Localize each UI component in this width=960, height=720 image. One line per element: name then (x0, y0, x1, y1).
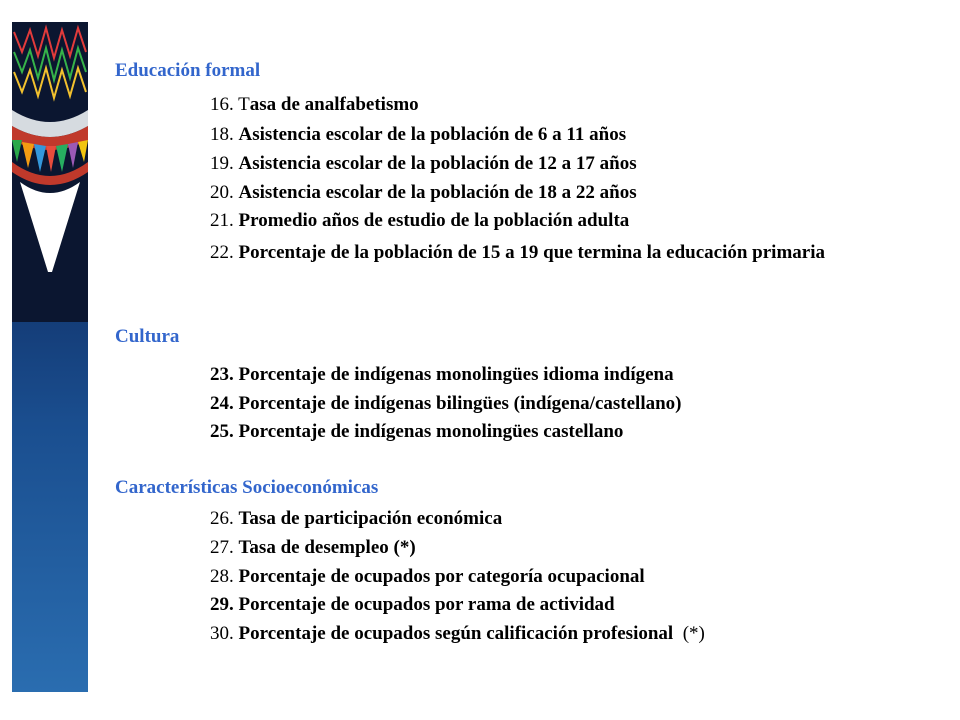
list-item: 26. Tasa de participación económica (210, 508, 503, 529)
list-item: 25. Porcentaje de indígenas monolingües castellano (210, 421, 624, 442)
list-item: 18. Asistencia escolar de la población de 6 a 11 años (210, 124, 627, 145)
list-item: 19. Asistencia escolar de la población de 12 a 17 años (210, 153, 637, 174)
section-heading-cultura: Cultura (115, 326, 180, 347)
list-item: 29. Porcentaje de ocupados por rama de actividad (210, 594, 615, 615)
list-item: 16. Tasa de analfabetismo (210, 94, 419, 115)
list-item: 21. Promedio años de estudio de la población adulta (210, 210, 630, 231)
tribal-mask-icon (12, 22, 88, 322)
list-item: 23. Porcentaje de indígenas monolingües idioma indígena (210, 364, 674, 385)
list-item: 27. Tasa de desempleo (*) (210, 537, 416, 558)
list-item: 24. Porcentaje de indígenas bilingües (indígena/castellano) (210, 393, 682, 414)
section-heading-educacion: Educación formal (115, 60, 261, 81)
section-heading-socioeconomicas: Características Socioeconómicas (115, 477, 379, 498)
list-item: 28. Porcentaje de ocupados por categoría ocupacional (210, 566, 645, 587)
list-item: 22. Porcentaje de la población de 15 a 19 que termina la educación primaria (210, 242, 825, 263)
list-item: 30. Porcentaje de ocupados según calificación profesional (*) (210, 623, 705, 644)
list-item: 20. Asistencia escolar de la población de 18 a 22 años (210, 182, 637, 203)
decorative-sidebar (12, 22, 88, 692)
